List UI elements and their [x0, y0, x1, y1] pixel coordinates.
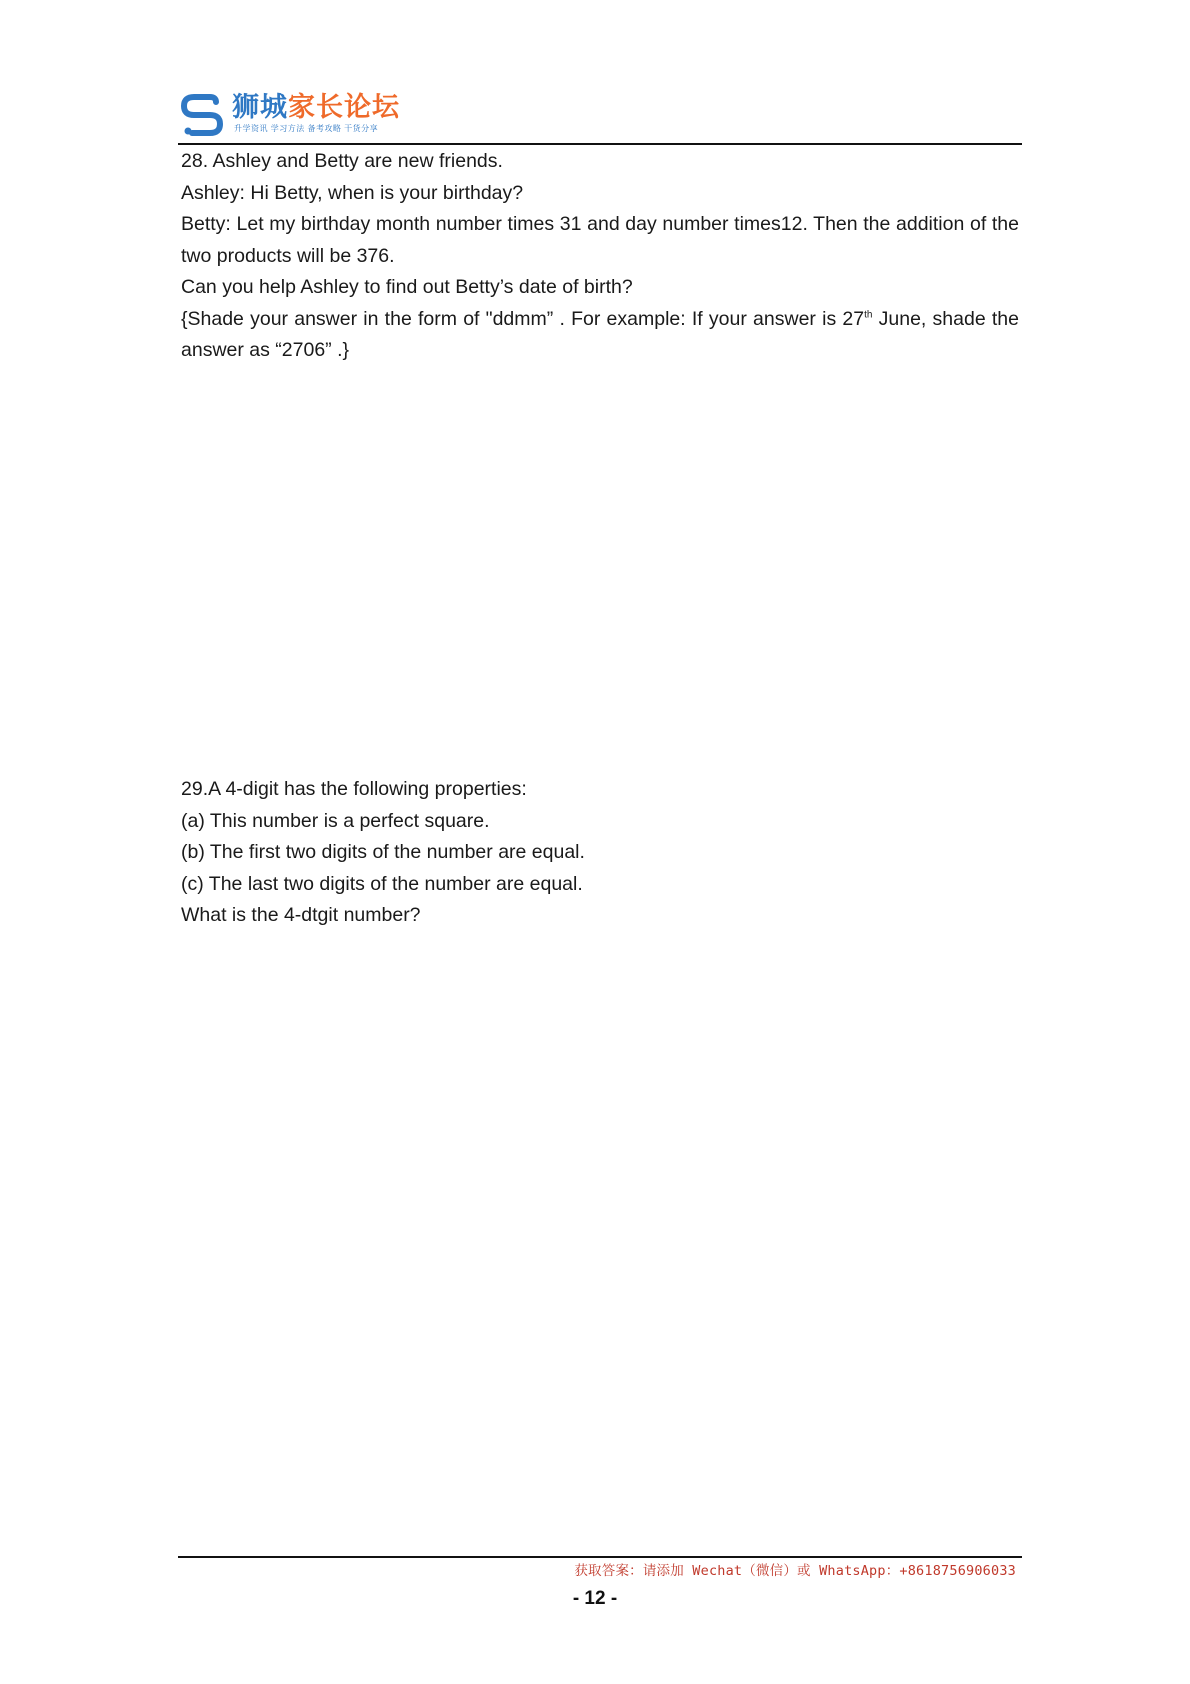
q29-line-1: 29.A 4-digit has the following properties: [181, 778, 527, 800]
footer-divider [178, 1556, 1022, 1558]
q29-line-3: (b) The first two digits of the number are equal. [181, 841, 585, 863]
footer-contact-note: 获取答案：请添加 Wechat（微信）或 WhatsApp：+8618756906033 [574, 1563, 1016, 1579]
page-header [180, 90, 1020, 146]
question-28 [181, 146, 1019, 367]
page-number: - 12 - [572, 1588, 618, 1609]
logo-title: 狮城家长论坛 [232, 92, 400, 122]
q29-line-5: What is the 4-dtgit number? [181, 904, 421, 926]
q28-instruction: {Shade your answer in the form of "ddmm” . For example: If your answer is 27th June, shade the answer as “2706” .} [181, 307, 1019, 361]
q28-line-4: Can you help Ashley to find out Betty’s date of birth? [181, 276, 633, 298]
q28-line-3: Betty: Let my birthday month number times 31 and day number times12. Then the addition of the two products will be 376. [181, 213, 1019, 267]
logo-tagline: 升学资讯 学习方法 备考攻略 干货分享 [234, 124, 379, 133]
question-29 [181, 774, 1019, 932]
header-divider [178, 143, 1022, 145]
q28-line-1: 28. Ashley and Betty are new friends. [181, 150, 503, 172]
s-logo-icon [180, 94, 224, 136]
q28-line-2: Ashley: Hi Betty, when is your birthday? [181, 181, 524, 204]
q29-line-4: (c) The last two digits of the number are equal. [181, 872, 583, 895]
q29-line-2: (a) This number is a perfect square. [181, 809, 490, 832]
